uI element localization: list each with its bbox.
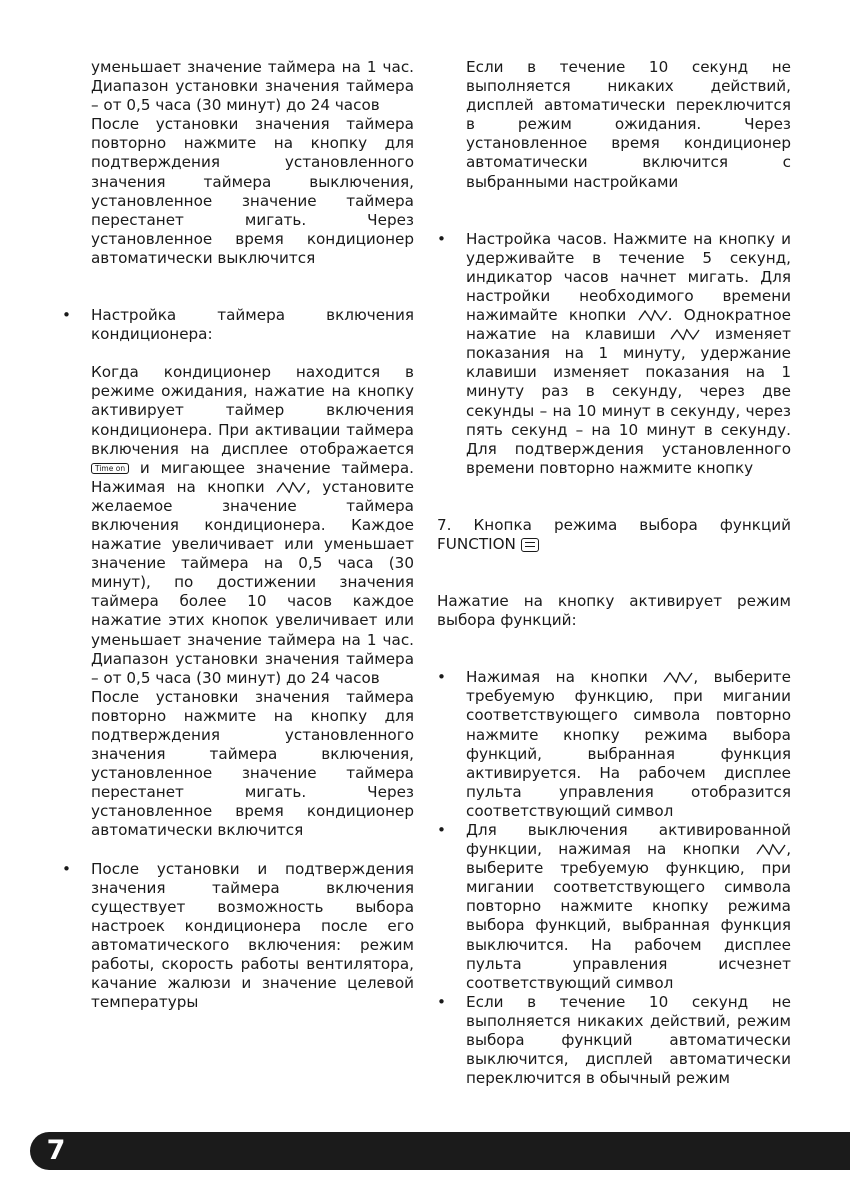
timer-on-text-b: и мигающее значение таймера. Нажимая на кнопки [91, 458, 415, 496]
section-intro: Нажатие на кнопку активирует режим выбора функций: [437, 592, 791, 630]
bullet-icon: • [437, 821, 446, 839]
timer-off-range-text: уменьшает значение таймера на 1 час. Диапазон установки значения таймера – от 0,5 часа (30 минут) до 24 часов [91, 58, 414, 115]
function-select-b: , выберите требуемую функцию, при мигании соответствующего символа повторно нажмите кнопку режима выбора функций, выбранная функция активируется. На рабочем дисплее пульта управления отобразится соответствующий символ [466, 668, 791, 820]
bullet-function-disable [437, 821, 791, 993]
timer-on-description [91, 363, 414, 688]
function-menu-icon [521, 538, 539, 552]
bullet-function-select [437, 668, 791, 821]
up-down-arrows-icon [663, 670, 693, 684]
timer-on-title: Настройка таймера включения кондиционера: [91, 306, 414, 344]
timer-on-text-c: , установите желаемое значение таймера включения кондиционера. Каждое нажатие увеличивает или уменьшает значение таймера на 0,5 часа (30 минут), по достижении значения таймера более 10 часов каждое нажатие этих кнопок увеличивает или уменьшает значение таймера на 1 час. Диапазон установки значения таймера – от 0,5 часа (30 минут) до 24 часов [91, 477, 414, 687]
left-intro [62, 58, 414, 268]
section-title-text: 7. Кнопка режима выбора функций FUNCTION [437, 515, 791, 553]
timer-on-text-a: Когда кондиционер находится в режиме ожидания, нажатие на кнопку активирует таймер включения кондиционера. При активации таймера включения на дисплее отображается [91, 363, 414, 458]
page-number: 7 [30, 1132, 82, 1170]
up-down-arrows-icon [756, 842, 786, 856]
bullet-icon: • [437, 668, 446, 687]
spacer [437, 497, 791, 516]
clock-text-c: изменяет показания на 1 минуту, удержание клавиши изменяет показания на 1 минуту раз в секунду, через две секунды – на 10 минут в секунду, через пять секунд – на 10 минут в секунду. Для подтверждения установленного времени повторно нажмите кнопку [466, 325, 791, 477]
clock-setup-text [466, 230, 791, 478]
time-on-badge: Time on [91, 463, 129, 474]
function-disable-a: Для выключения активированной функции, нажимая на кнопки [466, 821, 791, 859]
spacer [437, 573, 791, 592]
timer-on-confirm-text: После установки значения таймера повторно нажмите на кнопку для подтверждения установленного значения таймера включения, установленное значение таймера перестанет мигать. Через установленное время кондиционер автоматически включится [91, 687, 414, 840]
function-select-a: Нажимая на кнопки [466, 668, 648, 687]
spacer [62, 287, 414, 306]
up-down-arrows-icon [276, 480, 306, 494]
page-footer [0, 1132, 850, 1170]
up-down-arrows-icon [670, 327, 700, 341]
timer-off-confirm-text: После установки значения таймера повторно нажмите на кнопку для подтверждения установленного значения таймера выключения, установленное значение таймера перестанет мигать. Через установленное время кондиционер автоматически выключится [91, 115, 414, 267]
bullet-clock-setup [437, 230, 791, 478]
footer-bar [50, 1132, 850, 1170]
bullet-timer-on [62, 306, 414, 841]
bullet-function-timeout [437, 993, 791, 1088]
right-column [437, 58, 791, 1088]
up-down-arrows-icon [638, 308, 668, 322]
bullet-auto-settings [62, 860, 414, 1013]
bullet-icon: • [62, 306, 71, 325]
function-disable-text [466, 821, 791, 993]
spacer [437, 211, 791, 230]
bullet-icon: • [437, 229, 446, 248]
bullet-icon: • [437, 992, 446, 1011]
auto-settings-text: После установки и подтверждения значения таймера включения существует возможность выбора настроек кондиционера после его автоматического включения: режим работы, скорость работы вентилятора, качание жалюзи и значение целевой температуры [91, 859, 414, 1012]
section-title [437, 516, 791, 554]
function-disable-b: , выберите требуемую функцию, при мигании соответствующего символа повторно нажмите кнопку режима выбора функций, выбранная функция выключится. На рабочем дисплее пульта управления исчезнет соответствующий символ [466, 840, 792, 992]
standby-text: Если в течение 10 секунд не выполняется никаких действий, дисплей автоматически переключится в режим ожидания. Через установленное время кондиционер автоматически включится с выбранными настройками [466, 58, 791, 191]
bullet-icon: • [62, 859, 71, 878]
right-intro [437, 58, 791, 192]
function-timeout-text: Если в течение 10 секунд не выполняется никаких действий, режим выбора функций автоматически выключится, дисплей автоматически переключится в обычный режим [466, 992, 791, 1088]
clock-text-a: Настройка часов. Нажмите на кнопку и удерживайте в течение 5 секунд, индикатор часов начнет мигать. Для настройки необходимого времени нажимайте кнопки [466, 229, 791, 325]
function-select-text [466, 668, 791, 821]
left-column [62, 58, 414, 1031]
spacer [437, 649, 791, 668]
clock-text-b: . Однократное нажатие на клавиши [466, 306, 792, 344]
